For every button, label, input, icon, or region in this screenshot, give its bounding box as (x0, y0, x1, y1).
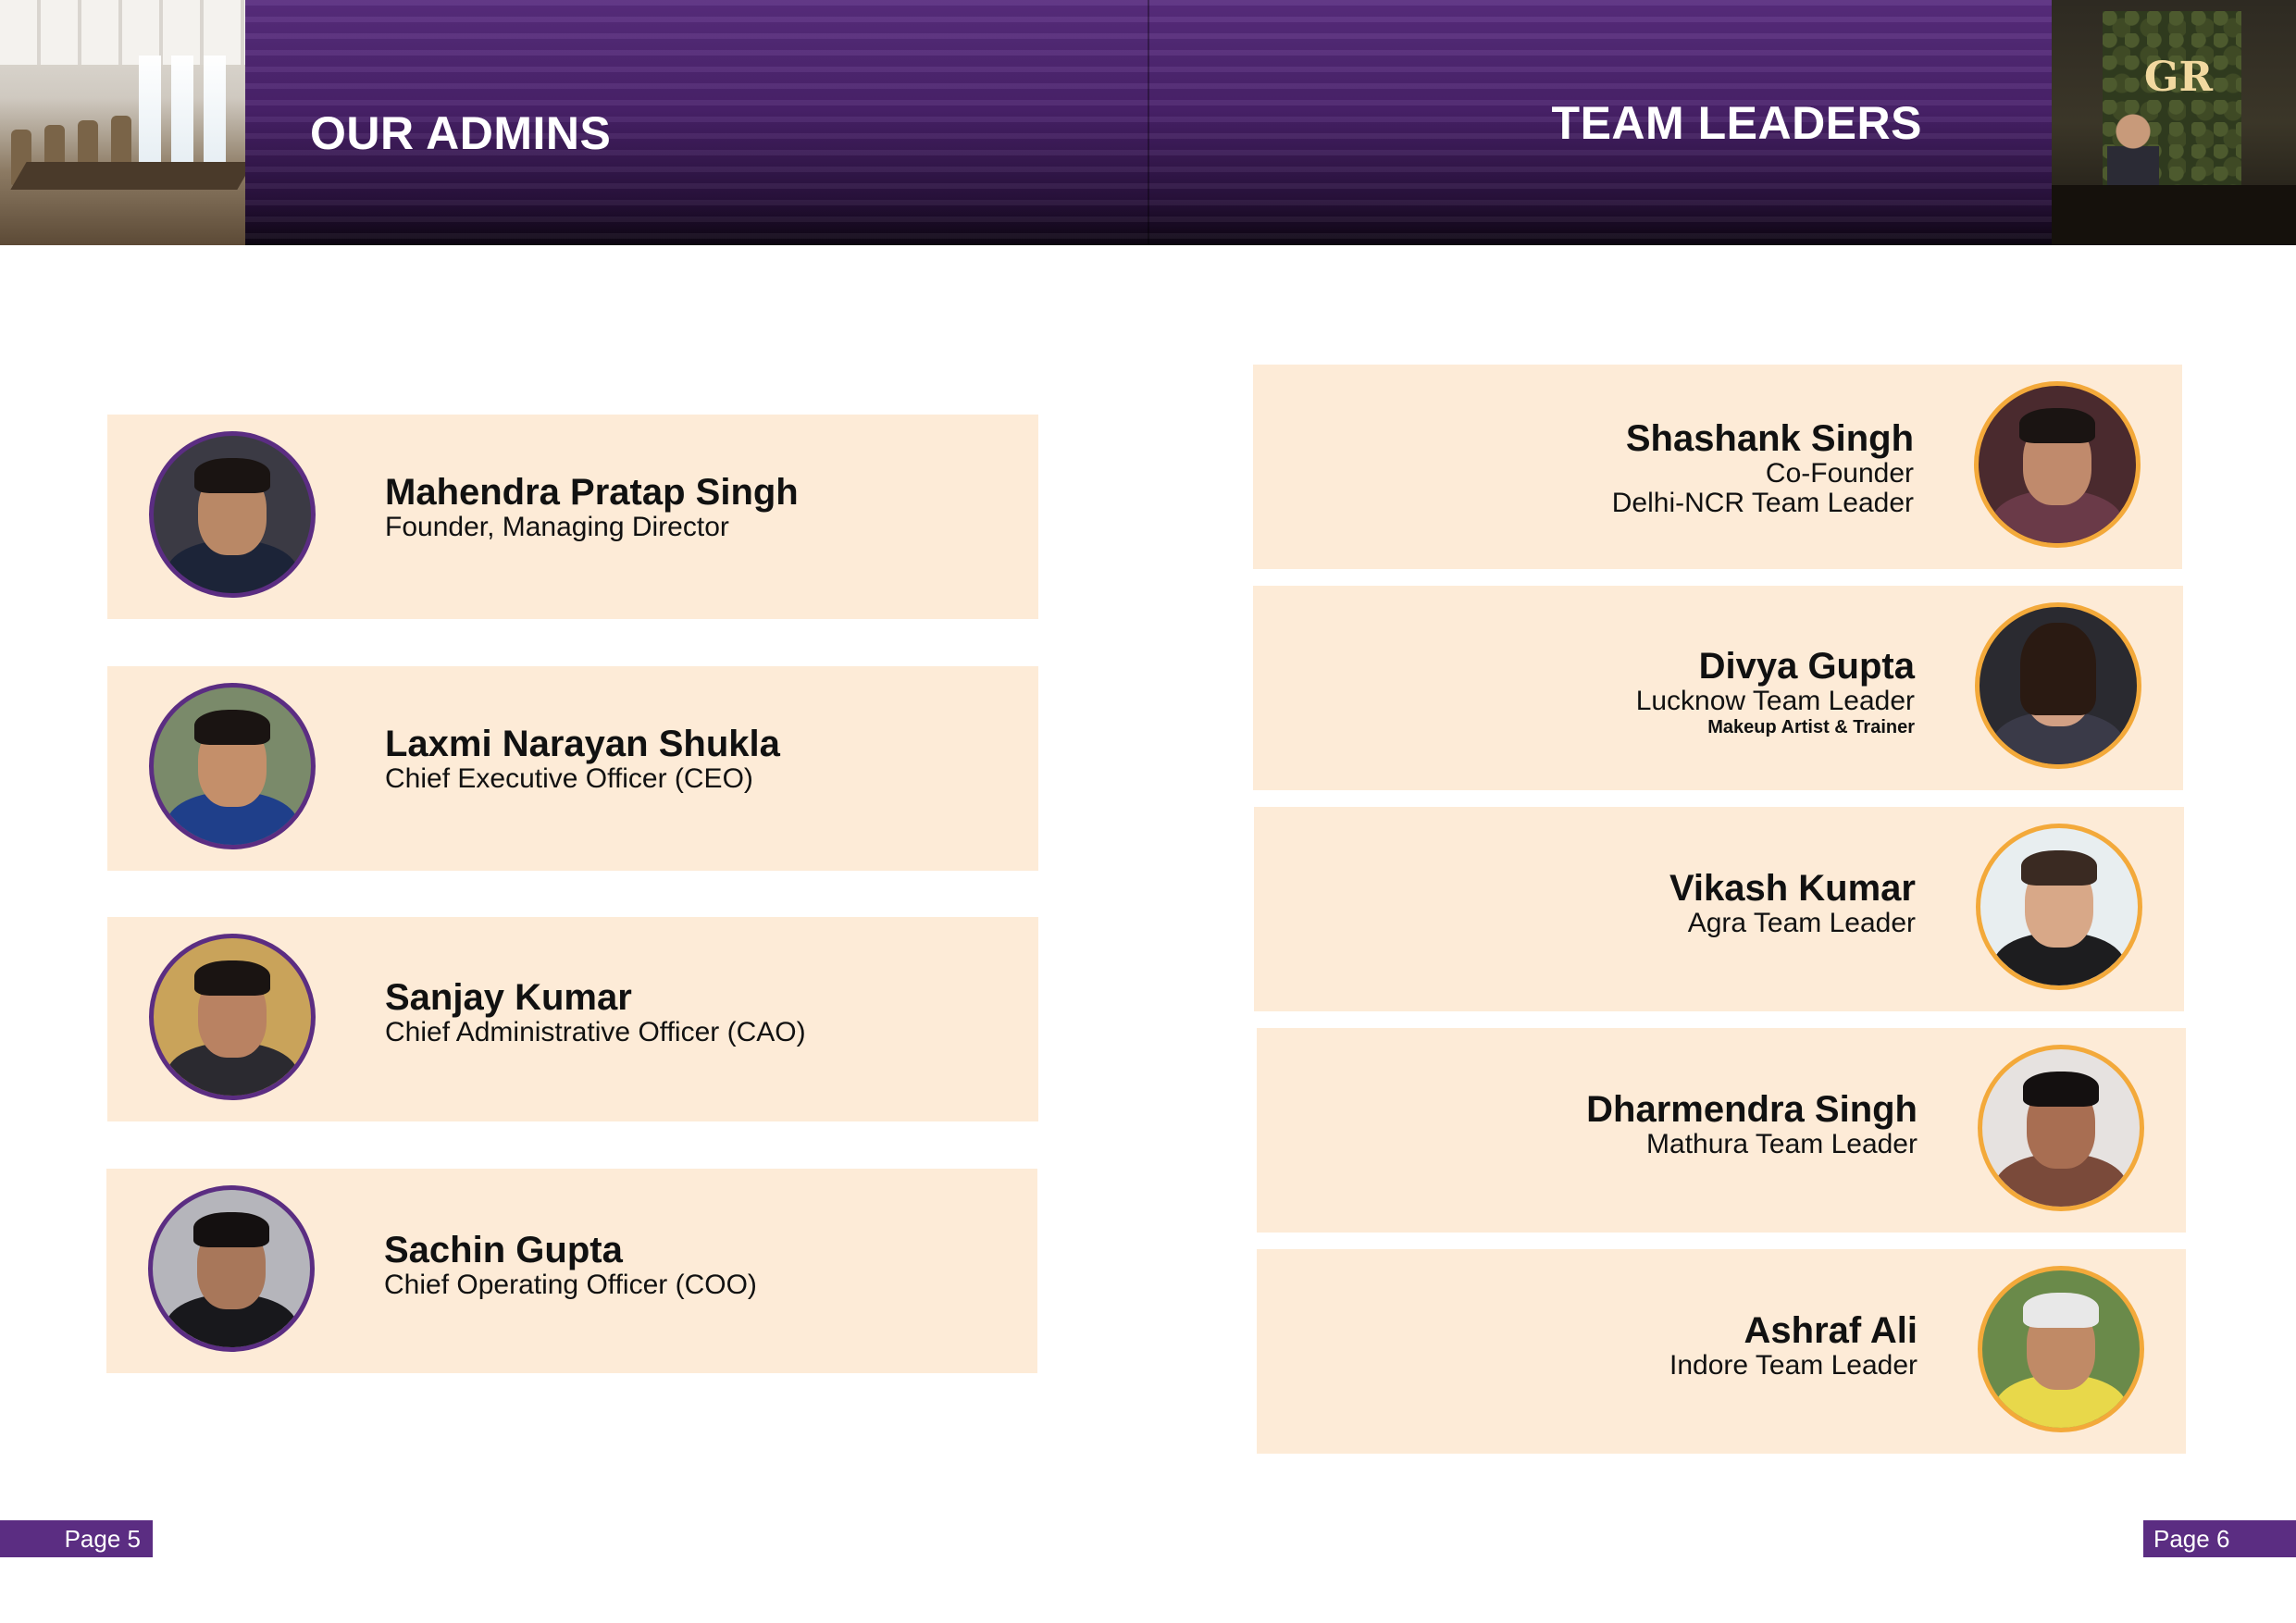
avatar (1975, 602, 2141, 769)
team-leader-card (1253, 586, 2183, 790)
admin-name: Mahendra Pratap Singh (385, 472, 799, 513)
admin-role: Founder, Managing Director (385, 512, 729, 542)
team-leader-card (1254, 807, 2184, 1011)
leader-note: Makeup Artist & Trainer (1707, 717, 1915, 737)
page-number-right (2143, 1520, 2296, 1557)
leader-role-secondary: Delhi-NCR Team Leader (1611, 488, 1914, 518)
avatar (148, 1185, 315, 1352)
leader-role: Lucknow Team Leader (1635, 686, 1915, 716)
admin-card (107, 666, 1038, 871)
page-label: Page 6 (2153, 1525, 2230, 1553)
admins-header-banner (245, 0, 1148, 245)
page-label: Page 5 (64, 1525, 141, 1553)
leader-role: Mathura Team Leader (1646, 1129, 1917, 1159)
admin-role: Chief Administrative Officer (CAO) (385, 1017, 806, 1047)
team-leaders-heading: TEAM LEADERS (1551, 97, 1922, 149)
admin-name: Sanjay Kumar (385, 977, 632, 1018)
admin-role: Chief Operating Officer (COO) (384, 1270, 757, 1300)
avatar (1978, 1266, 2144, 1432)
admins-heading: OUR ADMINS (310, 107, 612, 159)
admin-card (107, 917, 1038, 1121)
admin-role: Chief Executive Officer (CEO) (385, 763, 753, 794)
leader-role: Indore Team Leader (1669, 1350, 1917, 1381)
leader-name: Shashank Singh (1625, 418, 1914, 459)
avatar (149, 431, 316, 598)
admin-name: Laxmi Narayan Shukla (385, 724, 780, 764)
admin-card (107, 415, 1038, 619)
team-leader-card (1257, 1028, 2186, 1233)
leader-name: Dharmendra Singh (1586, 1089, 1917, 1130)
team-leader-card (1253, 365, 2182, 569)
conference-room-photo (0, 0, 245, 245)
avatar (1974, 381, 2141, 548)
avatar (1978, 1045, 2144, 1211)
avatar (149, 683, 316, 849)
avatar (1976, 824, 2142, 990)
page-number-left (0, 1520, 153, 1557)
leader-name: Divya Gupta (1698, 646, 1915, 687)
team-leaders-header-banner (1148, 0, 2052, 245)
avatar (149, 934, 316, 1100)
leader-name: Ashraf Ali (1744, 1310, 1917, 1351)
admin-card (106, 1169, 1037, 1373)
team-leader-card (1257, 1249, 2186, 1454)
company-logo: GR (2143, 54, 2214, 101)
leader-name: Vikash Kumar (1669, 868, 1916, 909)
admin-name: Sachin Gupta (384, 1230, 623, 1270)
leader-role: Co-Founder (1765, 458, 1914, 489)
office-reception-photo (2052, 0, 2296, 245)
leader-role: Agra Team Leader (1687, 908, 1916, 938)
